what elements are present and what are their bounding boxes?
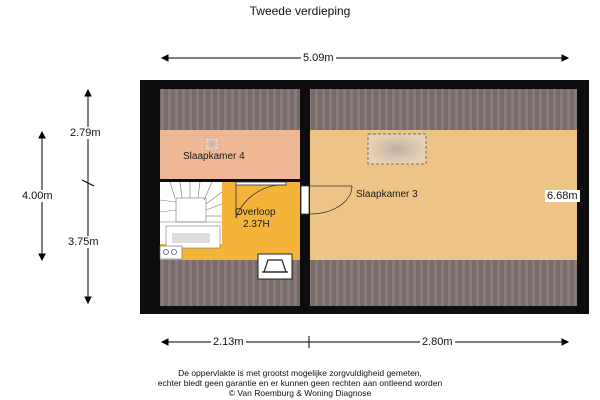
wall-divider-horizontal [160, 179, 300, 182]
disclaimer-line-1: De oppervlakte is met grootst mogelijke zorgvuldigheid gemeten, [178, 368, 422, 378]
dim-top-width: 5.09m [303, 52, 334, 64]
room-label-overloop: Overloop [235, 207, 276, 218]
dim-left-upper: 2.79m [70, 127, 101, 139]
disclaimer-line-2: echter biedt geen garantie en er kunnen geen rechten aan ontleend worden [157, 378, 443, 388]
roof-slope-top-right [310, 89, 577, 130]
copyright-line: © Van Roemburg & Woning Diagnose [228, 388, 372, 398]
skylight-slaapkamer-4-icon [205, 138, 219, 150]
dim-bottom-left: 2.13m [213, 336, 244, 348]
wash-unit-icon [160, 246, 182, 259]
skylight-slaapkamer-3-icon [368, 134, 426, 164]
staircase [160, 182, 222, 248]
dim-left-total: 4.00m [22, 190, 53, 202]
roof-slope-top-left [160, 89, 300, 130]
dim-right-total: 6.68m [547, 190, 578, 202]
skylight-hatch-icon [258, 254, 292, 279]
dim-bottom-right: 2.80m [422, 336, 453, 348]
floor-title: Tweede verdieping [249, 4, 351, 18]
room-area-overloop: 2.37H [243, 219, 270, 230]
roof-slope-bottom-right [310, 260, 577, 306]
dim-left-lower: 3.75m [68, 236, 99, 248]
room-label-slaapkamer-4: Slaapkamer 4 [183, 151, 245, 162]
room-label-slaapkamer-3: Slaapkamer 3 [356, 189, 418, 200]
